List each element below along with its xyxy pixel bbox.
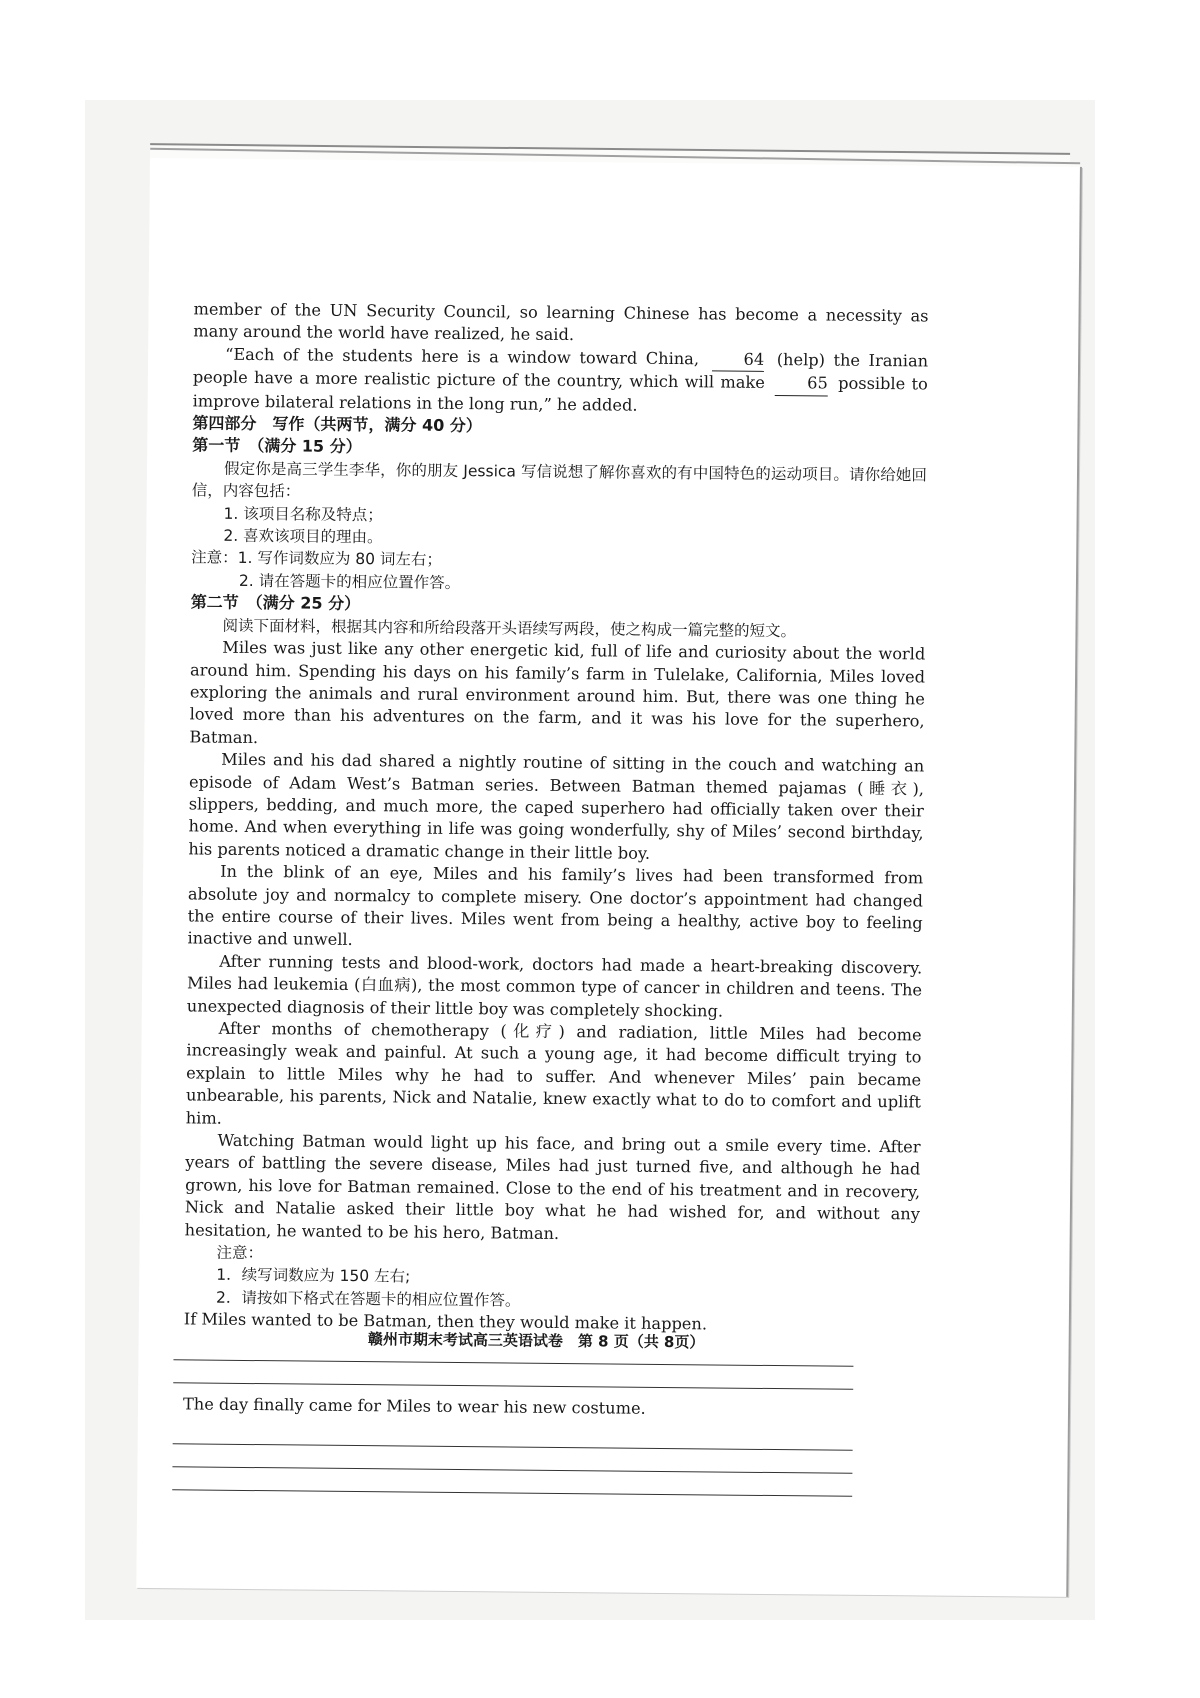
quote-paragraph xyxy=(193,343,929,419)
quote-part-b: (help) the Iranian people have a more realistic picture of the country, which will make xyxy=(192,349,929,393)
writing-area-2[interactable] xyxy=(182,1421,918,1497)
part4-title: 第四部分 写作（共两节，满分 40 分） xyxy=(192,413,482,436)
section1-item: 1. 该项目名称及特点； xyxy=(223,504,383,524)
story-paragraph: In the blink of an eye, Miles and his family’s lives had been transformed from absolute joy and normalcy to complete misery. One doctor’s appointment had changed the entire course of their lives. Miles went from being a healthy, active boy to feeling inactive and unwell. xyxy=(187,861,924,950)
story-paragraph: Watching Batman would light up his face, and bring out a smile every time. After years of battling the severe disease, Miles had just turned five, and although he had grown, his love for Batman remained. Close to the end of his treatment and in recovery, Nick and Natalie asked their little boy what he had wished for, and without any hesitation, he wanted to be his hero, Batman. xyxy=(184,1130,921,1243)
story-paragraph: Miles was just like any other energetic kid, full of life and curiosity about the world around him. Spending his days on his family’s farm in Tulelake, California, Miles loved exploring the animals and rural environment around him. But, there was one thing he loved more than his adventures on the farm, and it was his love for the superhero, Batman. xyxy=(189,637,926,747)
section2-note-item: 2．请按如下格式在答题卡的相应位置作答。 xyxy=(215,1288,521,1310)
section2-title: 第二节 （满分 25 分） xyxy=(190,592,361,614)
section1-prompt: 假定你是高三学生李华，你的朋友 Jessica 写信说想了解你喜欢的有中国特色的运动项目。请你给她回信，内容包括： xyxy=(191,459,928,501)
quote-part-c: possible to improve bilateral relations in the long run,” he added. xyxy=(192,373,928,415)
exam-sheet xyxy=(136,158,1082,1597)
section2-prompt: 阅读下面材料，根据其内容和所给段落开头语续写两段，使之构成一篇完整的短文。 xyxy=(222,616,797,640)
section1-item: 2. 喜欢该项目的理由。 xyxy=(223,526,383,547)
paragraph-starter-1: If Miles wanted to be Batman, then they would make it happen. xyxy=(183,1309,708,1334)
page-footer: 赣州市期末考试高三英语试卷 第 8 页（共 8页） xyxy=(367,1330,705,1352)
sheet-content xyxy=(182,298,928,1497)
note-label: 注意： xyxy=(191,548,238,568)
quote-part-a: “Each of the students here is a window toward China, xyxy=(225,344,700,369)
story-paragraph: After months of chemotherapy (化疗) and radiation, little Miles had become increasingly weak and painful. At such a young age, it had become difficult trying to explain to little Miles why he had to suffer. And whenever Miles’ pain became unbearable, his parents, Nick and Natalie, knew exactly what to do to comfort and uplift him. xyxy=(185,1018,922,1128)
section2-note-item: 1．续写词数应为 150 左右; xyxy=(216,1266,411,1287)
passage-end-paragraph: member of the UN Security Council, so learning Chinese has become a necessity as many around the world have realized, he said. xyxy=(193,299,929,345)
note-item: 2. 请在答题卡的相应位置作答。 xyxy=(238,571,461,592)
story-paragraph: After running tests and blood-work, doctors had made a heart-breaking discovery. Miles had leukemia (白血病), the most common type of cancer in children and teens. The unexpected diagnosis of their little boy was completely shocking. xyxy=(186,951,923,1021)
story-paragraph: Miles and his dad shared a nightly routine of sitting in the couch and watching an episode of Adam West’s Batman series. Between Batman themed pajamas (睡衣), slippers, bedding, and much more, the caped superhero had officially taken over their home. And when everything in life was going wonderfully, shy of Miles’ second birthday, his parents noticed a dramatic change in their little boy. xyxy=(188,749,925,863)
section1-title: 第一节 （满分 15 分） xyxy=(192,435,362,457)
blank-64: 64 xyxy=(711,348,764,372)
note-item: 1. 写作词数应为 80 词左右； xyxy=(237,549,443,570)
section2-note-label: 注意： xyxy=(216,1243,264,1263)
paragraph-starter-2: The day finally came for Miles to wear his new costume. xyxy=(182,1394,646,1418)
blank-65: 65 xyxy=(775,372,828,396)
